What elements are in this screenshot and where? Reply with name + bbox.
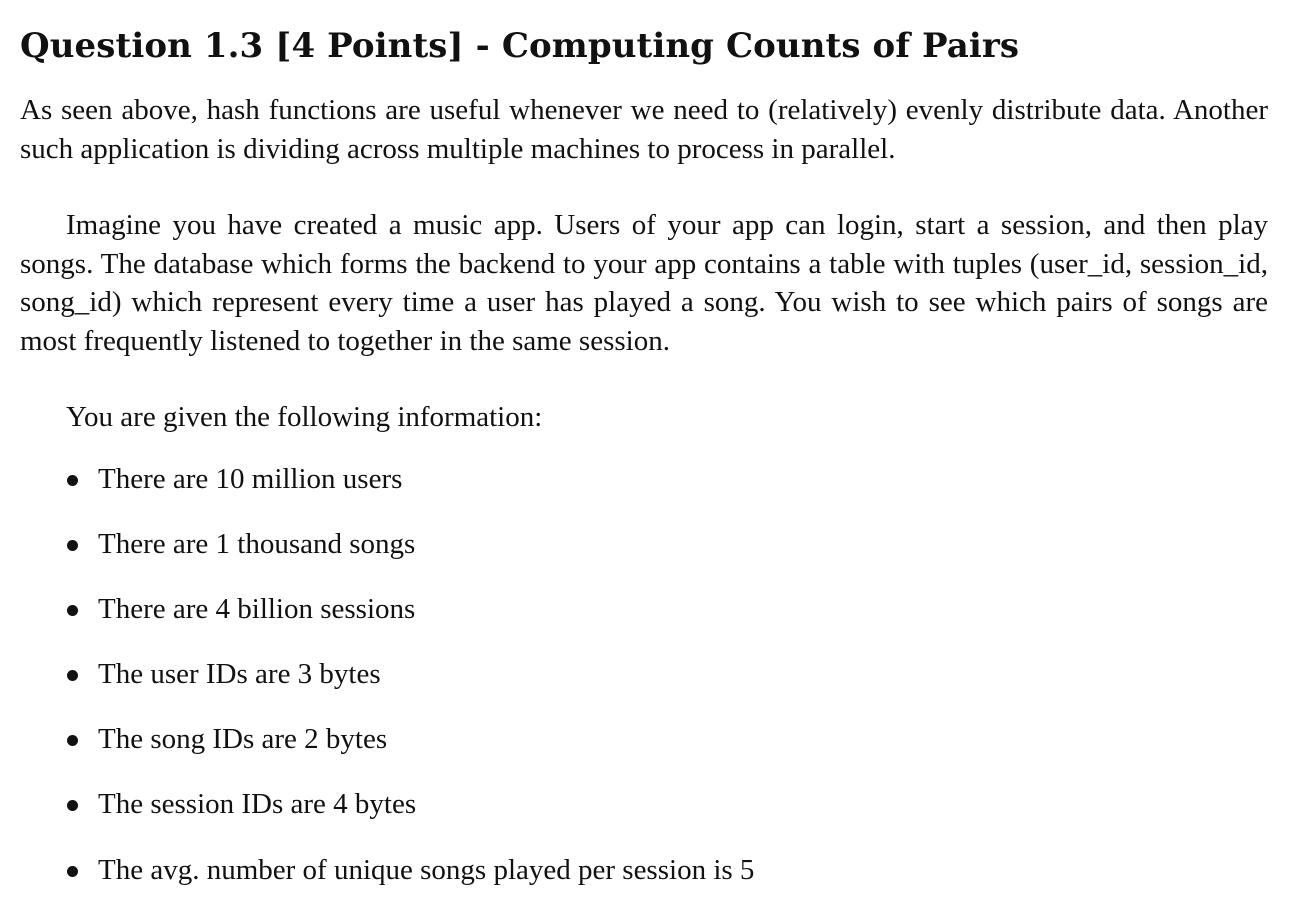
info-list bbox=[20, 460, 1268, 889]
bullet-icon bbox=[67, 670, 78, 681]
list-item-text: There are 4 billion sessions bbox=[98, 592, 416, 625]
bullet-icon bbox=[67, 866, 78, 877]
list-item bbox=[20, 655, 1268, 693]
list-item bbox=[20, 590, 1268, 628]
list-item bbox=[20, 460, 1268, 498]
list-item-text: There are 1 thousand songs bbox=[98, 527, 416, 560]
scenario-paragraph: Imagine you have created a music app. Users of your app can login, start a session, and then play songs. The database which forms the backend to your app contains a table with tuples (user_id, session_id, song_id) which represent every time a user has played a song. You wish to see which pairs of songs are most frequently listened to together in the same session. bbox=[20, 209, 1268, 357]
list-item-text: The song IDs are 2 bytes bbox=[98, 723, 388, 756]
bullet-icon bbox=[67, 475, 78, 486]
question-title: Question 1.3 [4 Points] - Computing Counts of Pairs bbox=[20, 26, 1020, 66]
given-info-paragraph: You are given the following information: bbox=[66, 401, 543, 433]
bullet-icon bbox=[67, 735, 78, 746]
bullet-icon bbox=[67, 800, 78, 811]
list-item-text: The avg. number of unique songs played per session is 5 bbox=[98, 853, 755, 886]
list-item-text: There are 10 million users bbox=[98, 462, 403, 495]
list-item bbox=[20, 720, 1268, 758]
list-item bbox=[20, 851, 1268, 889]
document-page bbox=[20, 0, 1268, 916]
bullet-icon bbox=[67, 605, 78, 616]
intro-paragraph: As seen above, hash functions are useful whenever we need to (relatively) evenly distribute data. Another such application is dividing across multiple machines to process in parallel. bbox=[20, 94, 1268, 165]
bullet-icon bbox=[67, 540, 78, 551]
list-item-text: The session IDs are 4 bytes bbox=[98, 788, 417, 821]
list-item bbox=[20, 525, 1268, 563]
list-item-text: The user IDs are 3 bytes bbox=[98, 658, 381, 691]
list-item bbox=[20, 785, 1268, 823]
